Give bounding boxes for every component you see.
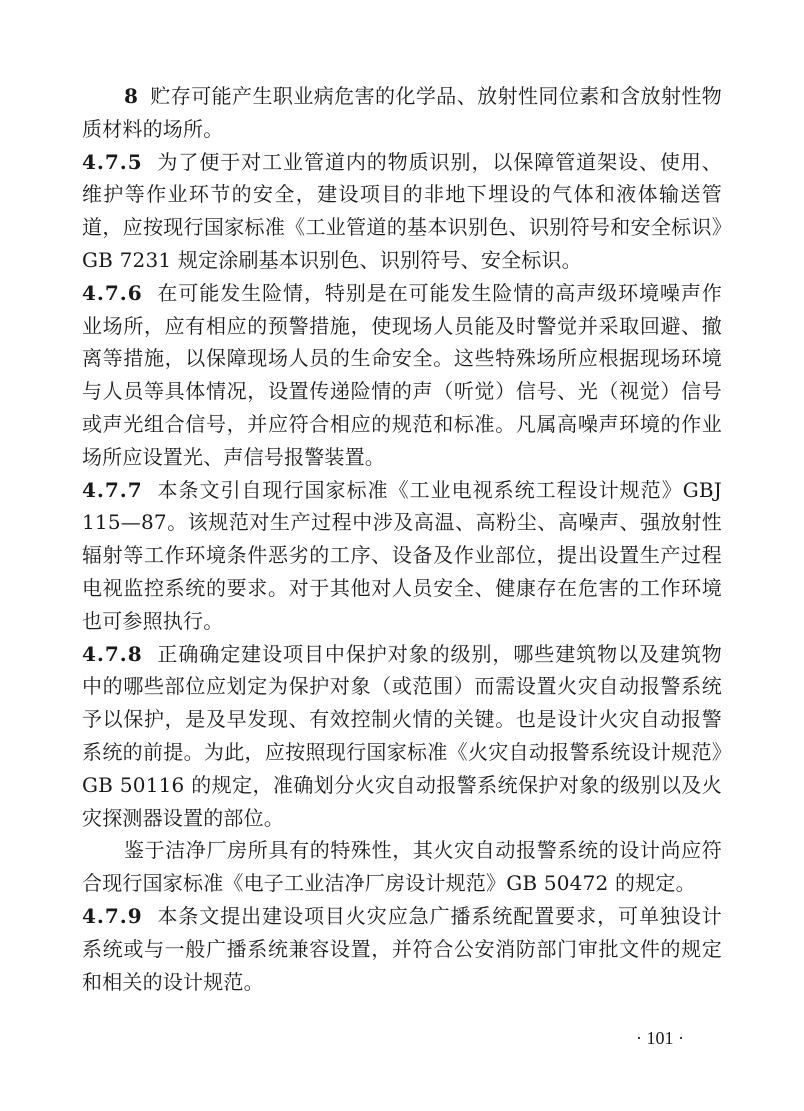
clause-text: 正确确定建设项目中保护对象的级别，哪些建筑物以及建筑物中的哪些部位应划定为保护对象（或范围）而需设置火灾自动报警系统予以保护，是及早发现、有效控制火情的关键。也是设计火灾自动报警系统的前提。为此，应按照现行国家标准《火灾自动报警系统设计规范》GB 50116 的规定，准确划分火灾自动报警系统保护对象的级别以及火灾探测器设置的部位。 bbox=[82, 641, 722, 830]
clause-4-7-8-continuation: 鉴于洁净厂房所具有的特殊性，其火灾自动报警系统的设计尚应符合现行国家标准《电子工业洁净厂房设计规范》GB 50472 的规定。 bbox=[82, 838, 722, 896]
item-8-paragraph bbox=[82, 80, 722, 146]
item-number: 8 bbox=[124, 84, 139, 108]
clause-text: 本条文提出建设项目火灾应急广播系统配置要求，可单独设计系统或与一般广播系统兼容设置，并符合公安消防部门审批文件的规定和相关的设计规范。 bbox=[82, 903, 722, 994]
clause-4-7-8 bbox=[82, 638, 722, 835]
clause-4-7-9 bbox=[82, 900, 722, 998]
clause-number: 4.7.5 bbox=[82, 149, 143, 174]
item-text: 贮存可能产生职业病危害的化学品、放射性同位素和含放射性物质材料的场所。 bbox=[82, 84, 722, 141]
clause-4-7-7 bbox=[82, 474, 722, 638]
clause-number: 4.7.9 bbox=[82, 903, 143, 928]
clause-4-7-6 bbox=[82, 277, 722, 474]
clause-text: 为了便于对工业管道内的物质识别，以保障管道架设、使用、维护等作业环节的安全，建设项目的非地下埋设的气体和液体输送管道，应按现行国家标准《工业管道的基本识别色、识别符号和安全标识》GB 7231 规定涂刷基本识别色、识别符号、安全标识。 bbox=[82, 149, 722, 272]
clause-number: 4.7.6 bbox=[82, 280, 143, 305]
document-body bbox=[82, 80, 722, 998]
clause-number: 4.7.8 bbox=[82, 641, 143, 666]
clause-number: 4.7.7 bbox=[82, 477, 143, 502]
clause-4-7-5 bbox=[82, 146, 722, 277]
page-number: · 101 · bbox=[636, 1028, 684, 1048]
clause-text: 在可能发生险情，特别是在可能发生险情的高声级环境噪声作业场所，应有相应的预警措施，使现场人员能及时警觉并采取回避、撤离等措施，以保障现场人员的生命安全。这些特殊场所应根据现场环境与人员等具体情况，设置传递险情的声（听觉）信号、光（视觉）信号或声光组合信号，并应符合相应的规范和标准。凡属高噪声环境的作业场所应设置光、声信号报警装置。 bbox=[82, 280, 722, 469]
clause-text: 本条文引自现行国家标准《工业电视系统工程设计规范》GBJ 115—87。该规范对生产过程中涉及高温、高粉尘、高噪声、强放射性辐射等工作环境条件恶劣的工序、设备及作业部位，提出设置生产过程电视监控系统的要求。对于其他对人员安全、健康存在危害的工作环境也可参照执行。 bbox=[82, 477, 722, 633]
